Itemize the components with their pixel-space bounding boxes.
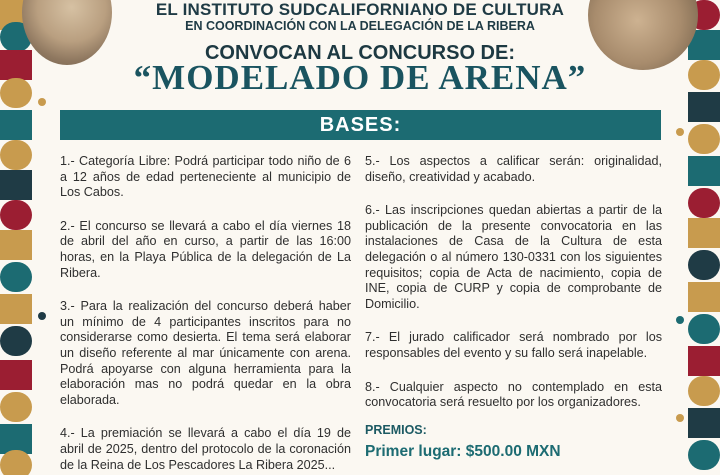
border-block bbox=[688, 314, 720, 344]
border-block bbox=[0, 110, 32, 140]
rule-item: 5.- Los aspectos a calificar serán: originalidad, diseño, creatividad y acabado. bbox=[365, 154, 662, 184]
border-block bbox=[688, 124, 720, 154]
border-block bbox=[688, 440, 720, 470]
border-block bbox=[688, 282, 720, 312]
prizes-label: PREMIOS: bbox=[365, 422, 427, 437]
right-rules-column bbox=[365, 154, 662, 460]
decorative-dot bbox=[38, 98, 46, 106]
rule-item: 2.- El concurso se llevará a cabo el día viernes 18 de abril del año en curso, a partir de las 16:00 horas, en la Playa Pública de la delegación de La Ribera. bbox=[60, 218, 351, 280]
border-block bbox=[688, 376, 720, 406]
border-block bbox=[688, 218, 720, 248]
institute-title: EL INSTITUTO SUDCALIFORNIANO DE CULTURA bbox=[155, 0, 565, 19]
border-block bbox=[0, 326, 32, 356]
rule-item: 3.- Para la realización del concurso deberá haber un mínimo de 4 participantes inscritos para no considerarse como desierta. El tema será elaborar un diseño referente al mar únicamente con arena. Podrá apoyarse con alguna herramienta para la elaboración mas no podrá quedar en la obra elaborada. bbox=[60, 299, 351, 407]
rule-item: 8.- Cualquier aspecto no contemplado en esta convocatoria será resuelto por los organizadores. bbox=[365, 379, 662, 410]
decorative-dot bbox=[676, 414, 684, 422]
decorative-dot bbox=[676, 316, 684, 324]
border-block bbox=[0, 262, 32, 292]
bases-banner: BASES: bbox=[60, 110, 661, 140]
rule-item: 7.- El jurado calificador será nombrado por los responsables del evento y su fallo será inapelable. bbox=[365, 330, 662, 360]
border-block bbox=[0, 294, 32, 324]
call-heading: CONVOCAN AL CONCURSO DE: bbox=[204, 42, 515, 64]
contest-title: “MODELADO DE ARENA” bbox=[133, 58, 587, 97]
border-block bbox=[688, 250, 720, 280]
border-block bbox=[0, 170, 32, 200]
left-rules-column bbox=[60, 154, 351, 475]
border-block bbox=[688, 156, 720, 186]
rule-item: 4.- La premiación se llevará a cabo el día 19 de abril de 2025, dentro del protocolo de la coronación de la Reina de Los Pescadores La Ribera 2025... bbox=[60, 426, 351, 472]
border-block bbox=[688, 346, 720, 376]
decorative-dot bbox=[676, 128, 684, 136]
border-block bbox=[0, 450, 32, 475]
border-block bbox=[0, 230, 32, 260]
coordination-subtitle: EN COORDINACIÓN CON LA DELEGACIÓN DE LA RIBERA bbox=[185, 19, 535, 33]
border-block bbox=[0, 140, 32, 170]
border-block bbox=[688, 408, 720, 438]
rule-item: 1.- Categoría Libre: Podrá participar todo niño de 6 a 12 años de edad perteneciente al municipio de Los Cabos. bbox=[60, 154, 351, 200]
border-block bbox=[0, 360, 32, 390]
border-block bbox=[688, 188, 720, 218]
first-prize: Primer lugar: $500.00 MXN bbox=[365, 443, 561, 461]
decorative-dot bbox=[38, 312, 46, 320]
border-block bbox=[0, 200, 32, 230]
rule-item: 6.- Las inscripciones quedan abiertas a partir de la publicación de la presente convocatoria en las instalaciones de Casa de la Cultura de esta delegación o al número 130-0331 con los siguientes requisitos; copia de Acta de nacimiento, copia de INE, copia de CURP y copia de comprobante de Domicilio. bbox=[365, 203, 662, 311]
border-block bbox=[0, 392, 32, 422]
